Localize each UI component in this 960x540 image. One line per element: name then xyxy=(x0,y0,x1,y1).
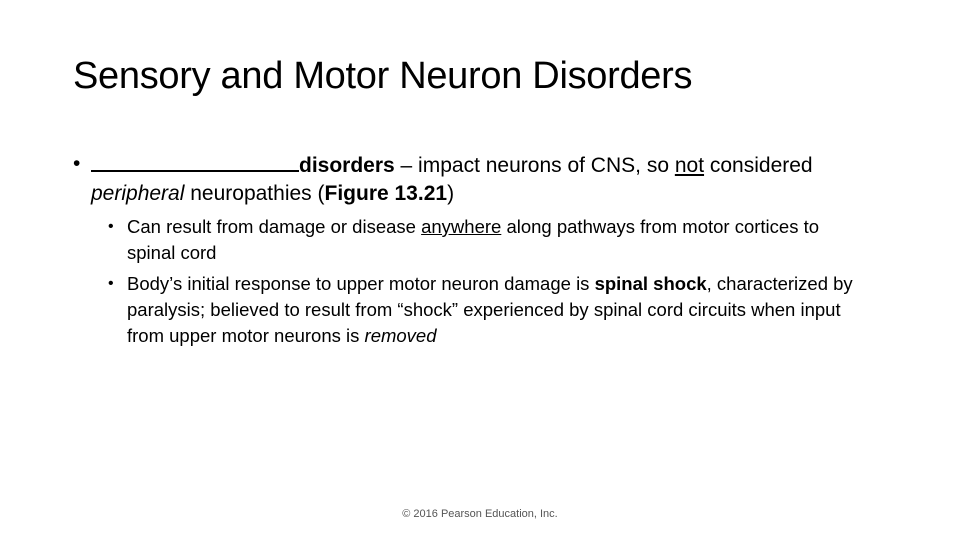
sub-bullet-2 xyxy=(108,271,868,349)
term-disorders: disorders xyxy=(299,154,395,177)
sub-bullet-1-text xyxy=(127,214,868,266)
text-after-term: – impact neurons of CNS, so xyxy=(394,154,675,177)
bullet-marker: • xyxy=(73,152,81,175)
bullet-marker: • xyxy=(108,218,114,235)
slide-title: Sensory and Motor Neuron Disorders xyxy=(73,55,693,97)
figure-reference: Figure 13.21 xyxy=(324,182,448,205)
main-bullet-text xyxy=(91,150,873,208)
sub-bullet-2-text xyxy=(127,271,868,349)
text-segment: along pathways from motor cortices to spinal cord xyxy=(127,216,820,263)
text-mid: neuropathies ( xyxy=(184,182,325,205)
text-segment: Body’s initial response to upper motor neuron damage is xyxy=(127,273,595,294)
underlined-not: not xyxy=(674,154,705,177)
copyright-footer: © 2016 Pearson Education, Inc. xyxy=(402,508,558,520)
bullet-marker: • xyxy=(108,275,114,292)
text-end: ) xyxy=(447,182,455,205)
text-segment: , characterized by paralysis; believed to result from “shock” experienced by spinal cord circuits when input from upper motor neurons is xyxy=(127,273,853,346)
text-line2-start: considered xyxy=(704,154,813,177)
text-segment: Can result from damage or disease xyxy=(127,216,422,237)
bold-spinal-shock: spinal shock xyxy=(594,273,707,294)
main-bullet xyxy=(73,150,873,208)
fill-in-blank xyxy=(91,150,299,172)
italic-peripheral: peripheral xyxy=(91,182,185,205)
sub-bullet-1 xyxy=(108,214,868,266)
underlined-anywhere: anywhere xyxy=(421,216,502,237)
italic-removed: removed xyxy=(364,325,437,346)
